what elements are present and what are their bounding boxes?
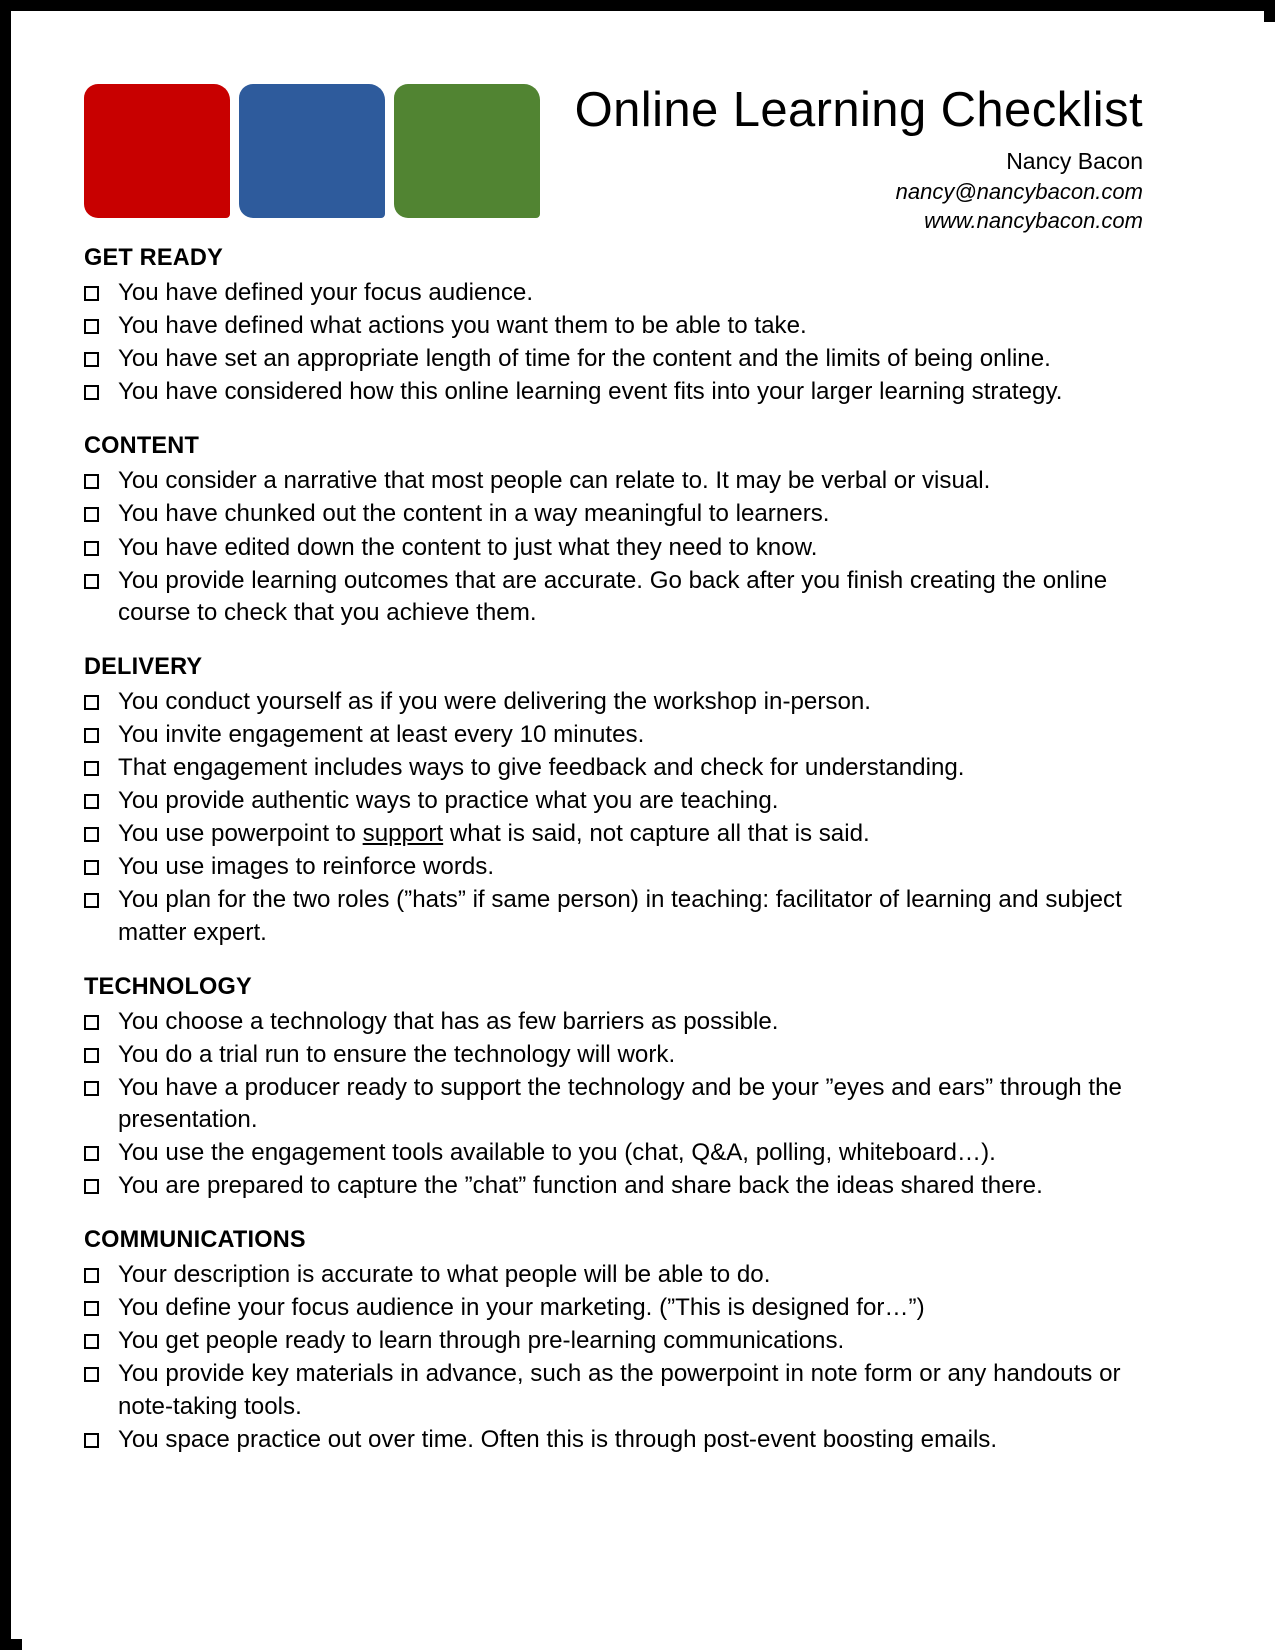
logo-square-blue-icon	[239, 84, 385, 218]
checkbox-icon[interactable]	[84, 761, 99, 776]
check-item-label: Your description is accurate to what people will be able to do.	[118, 1261, 771, 1289]
checkbox-icon[interactable]	[84, 286, 99, 301]
checkbox-icon[interactable]	[84, 1367, 99, 1382]
checkbox-icon[interactable]	[84, 507, 99, 522]
check-list-item[interactable]	[84, 532, 1174, 564]
emphasis-underline: support	[362, 820, 444, 848]
check-item-label: You space practice out over time. Often this is through post-event boosting emails.	[118, 1425, 998, 1453]
checkbox-icon[interactable]	[84, 385, 99, 400]
check-item-label: You have considered how this online learning event fits into your larger learning strategy.	[118, 378, 1063, 406]
check-list-item[interactable]	[84, 1072, 1174, 1136]
check-item-label: You have defined your focus audience.	[118, 279, 534, 306]
check-item-label: You have a producer ready to support the technology and be your ”eyes and ears” through the presentation.	[118, 1073, 1122, 1133]
check-list-item[interactable]	[84, 376, 1174, 408]
checkbox-icon[interactable]	[84, 574, 99, 589]
check-item-label: You define your focus audience in your marketing. (”This is designed for…”)	[118, 1294, 925, 1322]
author-email: nancy@nancybacon.com	[895, 178, 1143, 204]
checkbox-icon[interactable]	[84, 1081, 99, 1096]
checkbox-icon[interactable]	[84, 728, 99, 743]
page-title: Online Learning Checklist	[574, 83, 1143, 137]
title-block	[575, 84, 1143, 235]
check-item-label: You do a trial run to ensure the technology will work.	[118, 1040, 676, 1068]
check-item-label: You get people ready to learn through pre-learning communications.	[118, 1327, 845, 1355]
section-heading: TECHNOLOGY	[84, 972, 252, 1000]
checkbox-icon[interactable]	[84, 1268, 99, 1283]
checkbox-icon[interactable]	[84, 695, 99, 710]
logo-square-green-icon	[394, 84, 540, 218]
check-list-item[interactable]	[84, 686, 1174, 718]
check-list-item[interactable]	[84, 1259, 1174, 1291]
checklist-section	[84, 432, 1174, 628]
checkbox-icon[interactable]	[84, 1146, 99, 1161]
check-list-item[interactable]	[84, 277, 1174, 309]
check-list-item[interactable]	[84, 1424, 1174, 1456]
check-list-item[interactable]	[84, 851, 1174, 883]
check-list-item[interactable]	[84, 884, 1174, 948]
check-list-item[interactable]	[84, 498, 1174, 530]
author-name: Nancy Bacon	[1006, 147, 1143, 174]
check-list-item[interactable]	[84, 752, 1174, 784]
check-item-label: You consider a narrative that most people can relate to. It may be verbal or visual.	[118, 467, 991, 495]
document-header	[22, 22, 1275, 237]
check-item-label: You provide authentic ways to practice what you are teaching.	[118, 787, 779, 815]
check-item-label: You invite engagement at least every 10 minutes.	[118, 720, 645, 748]
check-list	[84, 686, 1174, 949]
checkbox-icon[interactable]	[84, 860, 99, 875]
checklist-body	[84, 244, 1174, 1457]
checkbox-icon[interactable]	[84, 827, 99, 842]
check-list-item[interactable]	[84, 1006, 1174, 1038]
check-list-item[interactable]	[84, 1358, 1174, 1422]
check-list-item[interactable]	[84, 1039, 1174, 1071]
checkbox-icon[interactable]	[84, 352, 99, 367]
check-item-label: That engagement includes ways to give feedback and check for understanding.	[118, 754, 965, 782]
check-item-label: You have defined what actions you want them to be able to take.	[118, 312, 807, 340]
section-heading: DELIVERY	[84, 652, 203, 680]
check-item-label: You use powerpoint to support what is said, not capture all that is said.	[118, 820, 870, 848]
check-list	[84, 1006, 1174, 1203]
check-list-item[interactable]	[84, 785, 1174, 817]
check-item-label: You use the engagement tools available to you (chat, Q&A, polling, whiteboard…).	[118, 1138, 996, 1166]
checkbox-icon[interactable]	[84, 474, 99, 489]
check-item-label: You provide key materials in advance, such as the powerpoint in note form or any handouts or note-taking tools.	[118, 1360, 1121, 1420]
check-list-item[interactable]	[84, 719, 1174, 751]
brand-logo	[84, 84, 540, 218]
checkbox-icon[interactable]	[84, 319, 99, 334]
checkbox-icon[interactable]	[84, 1433, 99, 1448]
check-list-item[interactable]	[84, 565, 1174, 629]
check-list-item[interactable]	[84, 343, 1174, 375]
page-sheet	[22, 22, 1275, 1650]
check-item-label: You choose a technology that has as few barriers as possible.	[118, 1007, 779, 1035]
check-item-label: You plan for the two roles (”hats” if same person) in teaching: facilitator of learning and subject matter expert.	[118, 886, 1122, 946]
check-item-label: You have chunked out the content in a way meaningful to learners.	[118, 500, 830, 528]
check-list	[84, 277, 1174, 408]
checkbox-icon[interactable]	[84, 893, 99, 908]
check-list-item[interactable]	[84, 1292, 1174, 1324]
check-item-label: You use images to reinforce words.	[118, 853, 495, 881]
check-list	[84, 465, 1174, 628]
check-item-label: You provide learning outcomes that are accurate. Go back after you finish creating the online course to check that you achieve them.	[118, 566, 1108, 626]
checkbox-icon[interactable]	[84, 794, 99, 809]
check-list	[84, 1259, 1174, 1456]
checkbox-icon[interactable]	[84, 1334, 99, 1349]
author-website: www.nancybacon.com	[924, 207, 1143, 233]
section-heading: COMMUNICATIONS	[84, 1226, 306, 1254]
logo-square-red-icon	[84, 84, 230, 218]
checkbox-icon[interactable]	[84, 1301, 99, 1316]
checkbox-icon[interactable]	[84, 541, 99, 556]
check-list-item[interactable]	[84, 1325, 1174, 1357]
check-list-item[interactable]	[84, 310, 1174, 342]
check-item-label: You have edited down the content to just what they need to know.	[118, 533, 818, 561]
section-heading: GET READY	[84, 244, 223, 271]
checklist-section	[84, 1226, 1174, 1456]
check-list-item[interactable]	[84, 1137, 1174, 1169]
check-item-label: You are prepared to capture the ”chat” function and share back the ideas shared there.	[118, 1172, 1043, 1200]
checkbox-icon[interactable]	[84, 1179, 99, 1194]
checklist-section	[84, 244, 1174, 408]
check-list-item[interactable]	[84, 818, 1174, 850]
section-heading: CONTENT	[84, 432, 200, 460]
check-item-label: You conduct yourself as if you were delivering the workshop in-person.	[118, 687, 872, 715]
checklist-section	[84, 653, 1174, 949]
checklist-section	[84, 973, 1174, 1203]
checkbox-icon[interactable]	[84, 1048, 99, 1063]
check-list-item[interactable]	[84, 465, 1174, 497]
checkbox-icon[interactable]	[84, 1015, 99, 1030]
check-list-item[interactable]	[84, 1170, 1174, 1202]
check-item-label: You have set an appropriate length of time for the content and the limits of being online.	[118, 345, 1051, 373]
